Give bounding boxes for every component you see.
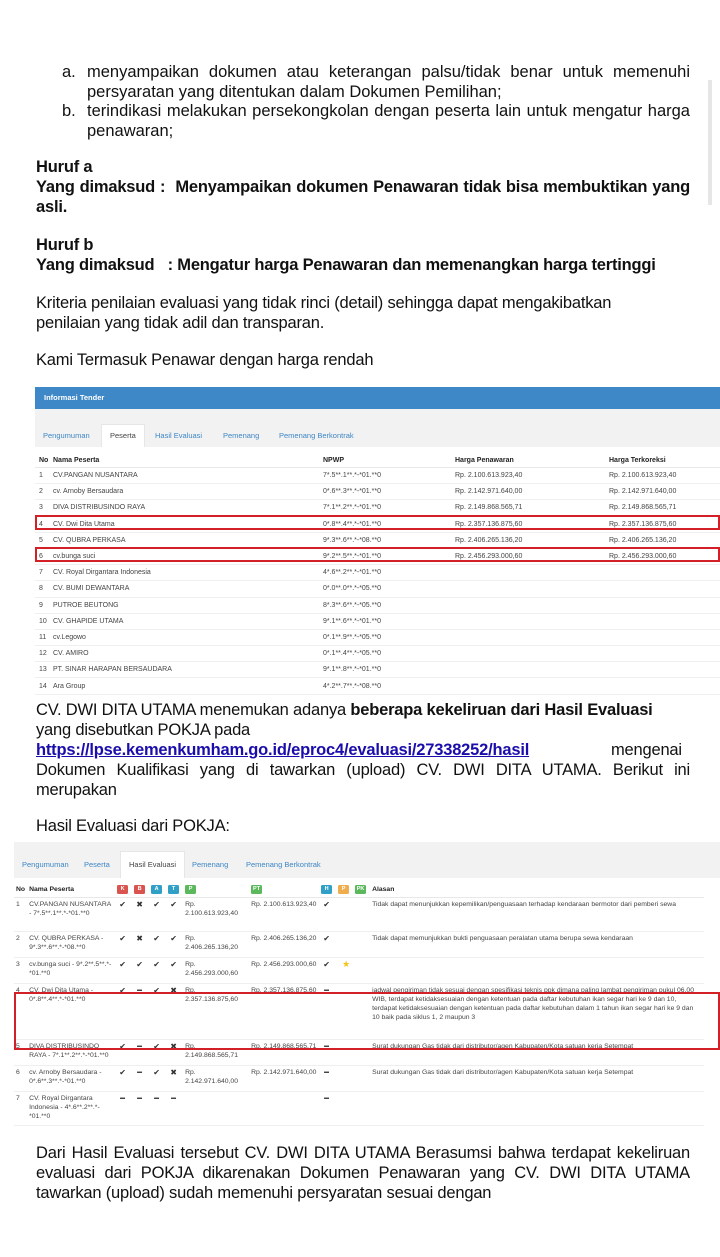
table-row xyxy=(14,984,704,1040)
tab-bar xyxy=(35,409,720,447)
cell-harga-penawaran xyxy=(451,662,605,678)
cell-harga-terkoreksi: Rp. 2.149.868.565,71 xyxy=(251,1043,317,1050)
cell-harga-penawaran xyxy=(451,565,605,581)
status-h-icon: ✔ xyxy=(323,960,330,969)
cell-nama-peserta: CV. QUBRA PERKASA - 9*.3**.6**.*-*08.**0 xyxy=(29,935,104,951)
cell-no: 12 xyxy=(35,646,49,662)
cell-harga-terkoreksi xyxy=(605,597,720,613)
status-a-icon: ✔ xyxy=(153,900,160,909)
cell-nama-peserta: CV.PANGAN NUSANTARA xyxy=(49,468,319,484)
status-t-icon: ✖ xyxy=(170,1068,177,1077)
cell-nama-peserta: CV. GHAPIDE UTAMA xyxy=(49,613,319,629)
table-row xyxy=(35,678,720,694)
table-row xyxy=(35,516,720,532)
cell-nama-peserta: CV.PANGAN NUSANTARA - 7*.5**.1**.*-*01.**0 xyxy=(29,901,111,917)
cell-harga-penawaran xyxy=(451,629,605,645)
cell-harga-terkoreksi xyxy=(605,613,720,629)
finding-text-2: yang disebutkan POKJA pada xyxy=(36,721,251,739)
cell-harga-terkoreksi: Rp. 2.357.136.875,60 xyxy=(605,516,720,532)
cell-npwp: 9*.1**.6**.*-*01.**0 xyxy=(319,613,451,629)
cell-no: 7 xyxy=(35,565,49,581)
col-nama: Nama Peserta xyxy=(49,453,319,468)
cell-nama-peserta: PT. SINAR HARAPAN BERSAUDARA xyxy=(49,662,319,678)
cell-npwp: 0*.1**.4**.*-*05.**0 xyxy=(319,646,451,662)
table-row xyxy=(35,468,720,484)
status-k-icon: ✔ xyxy=(119,934,126,943)
table-row xyxy=(14,958,704,984)
cell-nama-peserta: cv. Arnoby Bersaudara xyxy=(49,484,319,500)
table-row xyxy=(14,1066,704,1092)
status-b-icon: ✖ xyxy=(136,934,143,943)
cell-no: 14 xyxy=(35,678,49,694)
cell-nama-peserta: DIVA DISTRIBUSINDO RAYA - 7*.1**.2**.*-*01.**0 xyxy=(29,1043,109,1059)
table-row xyxy=(35,613,720,629)
huruf-b-text: Mengatur harga Penawaran dan memenangkan harga tertinggi xyxy=(177,256,656,274)
cell-npwp: 7*.1**.2**.*-*01.**0 xyxy=(319,500,451,516)
cell-nama-peserta: Ara Group xyxy=(49,678,319,694)
status-a-icon: ✔ xyxy=(153,1068,160,1077)
winner-star-icon: ★ xyxy=(342,959,351,969)
table-row xyxy=(14,898,704,932)
status-b-icon: ✔ xyxy=(136,960,143,969)
status-k-icon: ━ xyxy=(120,1094,125,1103)
cell-harga-penawaran xyxy=(451,581,605,597)
cell-harga-terkoreksi: Rp. 2.100.613.923,40 xyxy=(251,901,317,908)
table-row xyxy=(35,646,720,662)
panel-title: Informasi Tender xyxy=(35,387,720,409)
cell-npwp: 9*.1**.8**.*-*01.**0 xyxy=(319,662,451,678)
huruf-b-explanation xyxy=(36,255,690,275)
status-a-icon: ✔ xyxy=(153,1042,160,1051)
status-a-icon: ✔ xyxy=(153,934,160,943)
cell-harga-penawaran xyxy=(451,678,605,694)
cell-harga-terkoreksi xyxy=(605,646,720,662)
cell-harga-terkoreksi xyxy=(605,581,720,597)
cell-nama-peserta: DIVA DISTRIBUSINDO RAYA xyxy=(49,500,319,516)
cell-harga-terkoreksi xyxy=(605,662,720,678)
cell-no: 4 xyxy=(35,516,49,532)
cell-harga-penawaran: Rp. 2.406.265.136,20 xyxy=(185,935,238,951)
table-row xyxy=(14,1092,704,1126)
table-row xyxy=(35,597,720,613)
cell-no: 9 xyxy=(35,597,49,613)
cell-no: 8 xyxy=(35,581,49,597)
cell-no: 3 xyxy=(16,961,20,968)
badge-pk: PK xyxy=(356,886,365,892)
cell-nama-peserta: CV. AMIRO xyxy=(49,646,319,662)
huruf-b-heading: Huruf b xyxy=(36,236,94,254)
cell-harga-terkoreksi: Rp. 2.357.136.875,60 xyxy=(251,987,317,994)
cell-nama-peserta: CV. QUBRA PERKASA xyxy=(49,532,319,548)
table-row xyxy=(35,548,720,564)
cell-harga-penawaran: Rp. 2.142.971.640,00 xyxy=(185,1069,238,1085)
tab-bar xyxy=(14,842,720,878)
cell-nama-peserta: cv.Legowo xyxy=(49,629,319,645)
cell-harga-penawaran: Rp. 2.357.136.875,60 xyxy=(185,987,238,1003)
cell-nama-peserta: CV. Dwi Dita Utama - 0*.8**.4**.*-*01.**0 xyxy=(29,987,94,1003)
col-nama: Nama Peserta xyxy=(27,882,115,898)
table-header-row xyxy=(35,453,720,468)
status-k-icon: ✔ xyxy=(119,1042,126,1051)
cell-harga-penawaran xyxy=(451,597,605,613)
cell-npwp: 4*.2**.7**.*-*08.**0 xyxy=(319,678,451,694)
cell-nama-peserta: CV. Dwi Dita Utama xyxy=(49,516,319,532)
cell-nama-peserta: CV. Royal Dirgantara Indonesia xyxy=(49,565,319,581)
tab-peserta[interactable]: Peserta xyxy=(101,424,145,447)
col-no: No xyxy=(14,882,27,898)
status-k-icon: ✔ xyxy=(119,1068,126,1077)
status-h-icon: ━ xyxy=(324,1042,329,1051)
status-h-icon: ━ xyxy=(324,1068,329,1077)
list-marker: a. xyxy=(62,63,76,81)
status-a-icon: ━ xyxy=(154,1094,159,1103)
cell-no: 1 xyxy=(35,468,49,484)
cell-alasan: Surat dukungan Gas tidak dari distributor/agen Kabupaten/Kota satuan kerja Setempat xyxy=(372,1043,634,1050)
cell-harga-penawaran: Rp. 2.456.293.000,60 xyxy=(451,548,605,564)
cell-harga-terkoreksi: Rp. 2.142.971.640,00 xyxy=(251,1069,317,1076)
hasil-evaluasi-heading: Hasil Evaluasi dari POKJA: xyxy=(36,817,230,835)
tab-pemenang[interactable]: Pemenang xyxy=(192,860,229,869)
tab-hasil-evaluasi[interactable]: Hasil Evaluasi xyxy=(120,851,185,878)
tab-pemenang-berkontrak[interactable]: Pemenang Berkontrak xyxy=(279,431,354,440)
cell-no: 1 xyxy=(16,901,20,908)
cell-no: 3 xyxy=(35,500,49,516)
table-row xyxy=(35,662,720,678)
status-a-icon: ✔ xyxy=(153,986,160,995)
badge-t: T xyxy=(168,885,179,894)
kriteria-paragraph: Kriteria penilaian evaluasi yang tidak rinci (detail) sehingga dapat mengakibatkan penilaian yang tidak adil dan transparan. xyxy=(36,294,612,332)
huruf-a-explanation xyxy=(36,177,690,217)
table-row xyxy=(35,565,720,581)
status-k-icon: ✔ xyxy=(119,900,126,909)
cell-harga-penawaran: Rp. 2.142.971.640,00 xyxy=(451,484,605,500)
col-no: No xyxy=(35,453,49,468)
cell-npwp: 9*.2**.5**.*-*01.**0 xyxy=(319,548,451,564)
list-item-a xyxy=(62,62,690,102)
cell-harga-terkoreksi: Rp. 2.406.265.136,20 xyxy=(605,532,720,548)
cell-npwp: 0*.1**.9**.*-*05.**0 xyxy=(319,629,451,645)
cell-no: 6 xyxy=(16,1069,20,1076)
table-header-row xyxy=(14,882,704,898)
cell-harga-penawaran: Rp. 2.456.293.000,60 xyxy=(185,961,238,977)
col-harga-terkoreksi: Harga Terkoreksi xyxy=(605,453,720,468)
cell-harga-penawaran: Rp. 2.100.613.923,40 xyxy=(185,901,238,917)
status-h-icon: ✔ xyxy=(323,934,330,943)
badge-h: H xyxy=(321,885,332,894)
cell-no: 13 xyxy=(35,662,49,678)
cell-nama-peserta: CV. Royal Dirgantara Indonesia - 4*.6**.2**.*-*01.**0 xyxy=(29,1095,100,1120)
cell-nama-peserta: cv.bunga suci - 9*.2**.5**.*-*01.**0 xyxy=(29,961,112,977)
list-item-b xyxy=(62,101,690,141)
conclusion-paragraph: Dari Hasil Evaluasi tersebut CV. DWI DITA UTAMA Berasumsi bahwa terdapat kekeliruan evaluasi dari POKJA dikarenakan Dokumen Penawaran yang CV. DWI DITA UTAMA tawarkan (upload) sudah memenuhi persyaratan sesuai dengan xyxy=(36,1144,690,1202)
huruf-a-heading: Huruf a xyxy=(36,158,93,176)
finding-text-3: mengenai Dokumen Kualifikasi yang di tawarkan (upload) CV. DWI DITA UTAMA. Berikut ini merupakan xyxy=(36,741,690,799)
cell-npwp: 9*.3**.6**.*-*08.**0 xyxy=(319,532,451,548)
huruf-a-label: Yang dimaksud : xyxy=(36,178,166,196)
evaluasi-link[interactable]: https://lpse.kemenkumham.go.id/eproc4/evaluasi/27338252/hasil xyxy=(36,741,530,759)
badge-pemenang: P xyxy=(338,885,349,894)
hasil-evaluasi-table xyxy=(14,882,704,1126)
cell-harga-terkoreksi: Rp. 2.456.293.000,60 xyxy=(251,961,317,968)
status-t-icon: ━ xyxy=(171,1094,176,1103)
cell-harga-terkoreksi: Rp. 2.100.613.923,40 xyxy=(605,468,720,484)
status-t-icon: ✔ xyxy=(170,960,177,969)
tab-pengumuman[interactable]: Pengumuman xyxy=(43,431,90,440)
finding-bold: beberapa kekeliruan dari Hasil Evaluasi xyxy=(350,701,653,719)
status-h-icon: ✔ xyxy=(323,900,330,909)
cell-harga-penawaran xyxy=(451,613,605,629)
tab-pengumuman[interactable]: Pengumuman xyxy=(22,860,69,869)
cell-harga-terkoreksi xyxy=(605,629,720,645)
finding-continuation xyxy=(36,740,690,800)
cell-no: 7 xyxy=(16,1095,20,1102)
status-h-icon: ━ xyxy=(324,1094,329,1103)
cell-npwp: 0*.8**.4**.*-*01.**0 xyxy=(319,516,451,532)
tab-pemenang-berkontrak[interactable]: Pemenang Berkontrak xyxy=(246,860,321,869)
cell-alasan: Surat dukungan Gas tidak dari distributor/agen Kabupaten/Kota satuan kerja Setempat xyxy=(372,1069,634,1076)
status-t-icon: ✖ xyxy=(170,1042,177,1051)
cell-nama-peserta: CV. BUMI DEWANTARA xyxy=(49,581,319,597)
cell-alasan: Tidak dapat menunjukkan kepemilikan/penguasaan terhadap kendaraan bermotor dari pemberi sewa xyxy=(372,901,676,908)
status-b-icon: ━ xyxy=(137,986,142,995)
badge-a: A xyxy=(151,885,162,894)
cell-nama-peserta: cv. Arnoby Bersaudara - 0*.6**.3**.*-*01.**0 xyxy=(29,1069,102,1085)
table-row xyxy=(35,500,720,516)
status-b-icon: ━ xyxy=(137,1068,142,1077)
col-alasan: Alasan xyxy=(370,882,704,898)
hasil-evaluasi-screenshot xyxy=(14,842,720,1132)
status-b-icon: ━ xyxy=(137,1094,142,1103)
table-row xyxy=(35,629,720,645)
status-k-icon: ✔ xyxy=(119,986,126,995)
status-a-icon: ✔ xyxy=(153,960,160,969)
status-b-icon: ✖ xyxy=(136,900,143,909)
table-row xyxy=(14,932,704,958)
status-h-icon: ━ xyxy=(324,986,329,995)
cell-harga-terkoreksi xyxy=(605,565,720,581)
cell-harga-penawaran: Rp. 2.149.868.565,71 xyxy=(185,1043,238,1059)
cell-npwp: 8*.3**.6**.*-*05.**0 xyxy=(319,597,451,613)
table-row xyxy=(35,532,720,548)
table-row xyxy=(35,484,720,500)
cell-npwp: 0*.0**.0**.*-*05.**0 xyxy=(319,581,451,597)
list-marker: b. xyxy=(62,102,76,120)
col-harga-penawaran: Harga Penawaran xyxy=(451,453,605,468)
badge-b: B xyxy=(134,885,145,894)
cell-harga-terkoreksi: Rp. 2.149.868.565,71 xyxy=(605,500,720,516)
status-k-icon: ✔ xyxy=(119,960,126,969)
penawar-paragraph: Kami Termasuk Penawar dengan harga rendah xyxy=(36,351,374,369)
cell-npwp: 4*.6**.2**.*-*01.**0 xyxy=(319,565,451,581)
badge-pt: PT xyxy=(253,886,261,892)
cell-alasan: Tidak dapat memunjukkan bukti penguasaan peralatan utama berupa sewa kendaraan xyxy=(372,935,633,942)
list-text: terindikasi melakukan persekongkolan dengan peserta lain untuk mengatur harga penawaran; xyxy=(87,102,690,140)
cell-harga-penawaran: Rp. 2.406.265.136,20 xyxy=(451,532,605,548)
tender-peserta-screenshot xyxy=(35,387,720,690)
list-text: menyampaikan dokumen atau keterangan palsu/tidak benar untuk memenuhi persyaratan yang ditentukan dalam Dokumen Pemilihan; xyxy=(87,63,690,101)
cell-harga-penawaran: Rp. 2.100.613.923,40 xyxy=(451,468,605,484)
cell-no: 6 xyxy=(35,548,49,564)
badge-p: P xyxy=(185,885,196,894)
tab-pemenang[interactable]: Pemenang xyxy=(223,431,260,440)
finding-text-1: CV. DWI DITA UTAMA menemukan adanya xyxy=(36,701,351,719)
table-row xyxy=(35,581,720,597)
cell-npwp: 7*.5**.1**.*-*01.**0 xyxy=(319,468,451,484)
cell-no: 11 xyxy=(35,629,49,645)
cell-alasan: jadwal pengiriman tidak sesuai dengan spesifikasi teknis ppk dimana paling lambat pengiriman pukul 06.00 WIB, terdapat ketidaksesuaian dengan ketentuan pada daftar kebutuhan ikan segar hari ke 9 dan 10, terdapat ketidaksesuaian dengan ketentuan pada daftar kebutuhan dalam 1 tahun ikan segar hari ke 9 dan 10 baik pada siklus 1, 2 maupun 3 xyxy=(372,987,694,1021)
status-t-icon: ✔ xyxy=(170,900,177,909)
table-row xyxy=(14,1040,704,1066)
scrollbar[interactable] xyxy=(708,80,712,205)
peserta-table xyxy=(35,453,720,695)
badge-k: K xyxy=(117,885,128,894)
col-npwp: NPWP xyxy=(319,453,451,468)
cell-harga-terkoreksi xyxy=(605,678,720,694)
cell-nama-peserta: cv.bunga suci xyxy=(49,548,319,564)
cell-harga-penawaran xyxy=(451,646,605,662)
cell-no: 2 xyxy=(16,935,20,942)
tab-peserta[interactable]: Peserta xyxy=(84,860,110,869)
cell-no: 5 xyxy=(35,532,49,548)
tab-hasil-evaluasi[interactable]: Hasil Evaluasi xyxy=(155,431,203,440)
cell-no: 4 xyxy=(16,987,20,994)
status-b-icon: ━ xyxy=(137,1042,142,1051)
cell-nama-peserta: PUTROE BEUTONG xyxy=(49,597,319,613)
cell-harga-terkoreksi: Rp. 2.142.971.640,00 xyxy=(605,484,720,500)
cell-harga-terkoreksi: Rp. 2.456.293.000,60 xyxy=(605,548,720,564)
status-t-icon: ✔ xyxy=(170,934,177,943)
cell-harga-terkoreksi: Rp. 2.406.265.136,20 xyxy=(251,935,317,942)
cell-no: 5 xyxy=(16,1043,20,1050)
status-t-icon: ✖ xyxy=(170,986,177,995)
cell-harga-penawaran: Rp. 2.357.136.875,60 xyxy=(451,516,605,532)
huruf-a-text: Menyampaikan dokumen Penawaran tidak bisa membuktikan yang asli. xyxy=(36,178,690,216)
cell-no: 10 xyxy=(35,613,49,629)
cell-no: 2 xyxy=(35,484,49,500)
cell-harga-penawaran: Rp. 2.149.868.565,71 xyxy=(451,500,605,516)
cell-npwp: 0*.6**.3**.*-*01.**0 xyxy=(319,484,451,500)
huruf-b-label: Yang dimaksud : xyxy=(36,256,173,274)
